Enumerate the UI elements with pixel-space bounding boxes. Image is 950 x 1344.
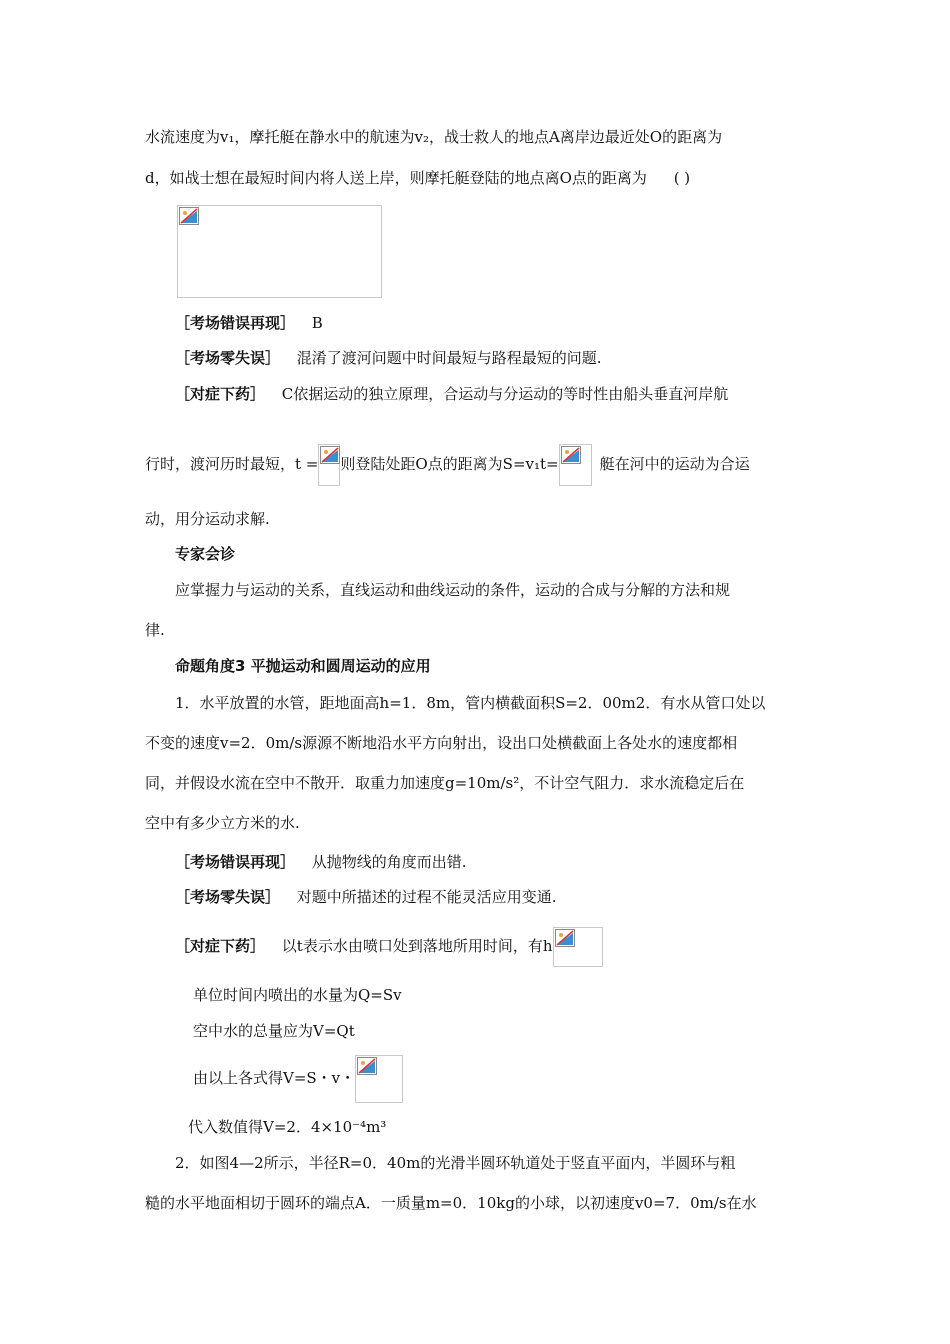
fix-text: 艇在河中的运动为合运 — [599, 455, 750, 473]
section-title: 命题角度3 平抛运动和圆周运动的应用 — [175, 657, 431, 675]
step-text: 由以上各式得V=S・v・ — [193, 1069, 356, 1087]
fix-text: 则登陆处距O点的距离为S=v₁t= — [340, 455, 559, 473]
broken-image-icon — [357, 1057, 377, 1075]
paragraph-line: 1．水平放置的水管，距地面高h=1．8m，管内横截面积S=2．00m2．有水从管口处以 — [175, 694, 766, 712]
broken-image-icon — [561, 446, 581, 464]
paragraph-line: 律. — [145, 621, 165, 639]
paragraph-line: 水流速度为v₁，摩托艇在静水中的航速为v₂，战士救人的地点A离岸边最近处O的距离为 — [145, 128, 723, 146]
solution-step — [193, 1054, 403, 1103]
zero-mistake — [175, 887, 557, 907]
paragraph-line: 同，并假设水流在空中不散开．取重力加速度g=10m/s²，不计空气阻力．求水流稳定后在 — [145, 774, 745, 792]
zero-text: 混淆了渡河问题中时间最短与路程最短的问题. — [296, 349, 602, 367]
fix-text: 行时，渡河历时最短，t = — [145, 455, 319, 473]
zero-text: 对题中所描述的过程不能灵活应用变通. — [296, 888, 557, 906]
paragraph-line — [145, 168, 690, 188]
paragraph-line: 动，用分运动求解. — [145, 510, 270, 528]
fix-text: 以t表示水由喷口处到落地所用时间，有h — [281, 937, 553, 955]
paragraph-line — [145, 443, 750, 486]
solution-step: 单位时间内喷出的水量为Q=Sv — [193, 986, 402, 1004]
label-error: ［考场错误再现］ — [175, 853, 296, 871]
error-reproduction — [175, 852, 467, 872]
broken-image-icon — [320, 446, 340, 464]
formula-image — [355, 1055, 403, 1103]
label-zero: ［考场零失误］ — [175, 888, 281, 906]
figure-placeholder — [177, 205, 382, 298]
solution-step: 空中水的总量应为V=Qt — [193, 1022, 355, 1040]
remedy — [175, 926, 603, 967]
error-text: 从抛物线的角度而出错. — [311, 853, 467, 871]
paragraph-line: 2．如图4—2所示，半径R=0．40m的光滑半圆环轨道处于竖直平面内，半圆环与粗 — [175, 1154, 736, 1172]
paragraph-line: 糙的水平地面相切于圆环的端点A．一质量m=0．10kg的小球，以初速度v0=7．0m/s在水 — [145, 1194, 757, 1212]
error-answer: B — [311, 314, 323, 332]
answer-parenthesis: ( ) — [673, 169, 691, 187]
paragraph-line: 不变的速度v=2．0m/s源源不断地沿水平方向射出，设出口处横截面上各处水的速度都相 — [145, 734, 738, 752]
broken-image-icon — [555, 929, 575, 947]
zero-mistake — [175, 348, 602, 368]
label-fix: ［对症下药］ — [175, 385, 266, 403]
remedy — [175, 384, 728, 404]
formula-image — [553, 927, 603, 967]
fix-text: C依据运动的独立原理，合运动与分运动的等时性由船头垂直河岸航 — [281, 385, 729, 403]
paragraph-line: 空中有多少立方米的水. — [145, 814, 300, 832]
broken-image-icon — [179, 207, 199, 225]
label-error: ［考场错误再现］ — [175, 314, 296, 332]
formula-image — [559, 444, 592, 486]
paragraph-line: 应掌握力与运动的关系，直线运动和曲线运动的条件，运动的合成与分解的方法和规 — [175, 581, 731, 599]
section-title: 专家会诊 — [175, 545, 236, 563]
error-reproduction — [175, 313, 323, 333]
label-fix: ［对症下药］ — [175, 937, 266, 955]
formula-image — [318, 444, 340, 486]
label-zero: ［考场零失误］ — [175, 349, 281, 367]
question-text: d，如战士想在最短时间内将人送上岸，则摩托艇登陆的地点离O点的距离为 — [145, 169, 647, 187]
solution-step: 代入数值得V=2．4×10⁻⁴m³ — [188, 1118, 387, 1136]
